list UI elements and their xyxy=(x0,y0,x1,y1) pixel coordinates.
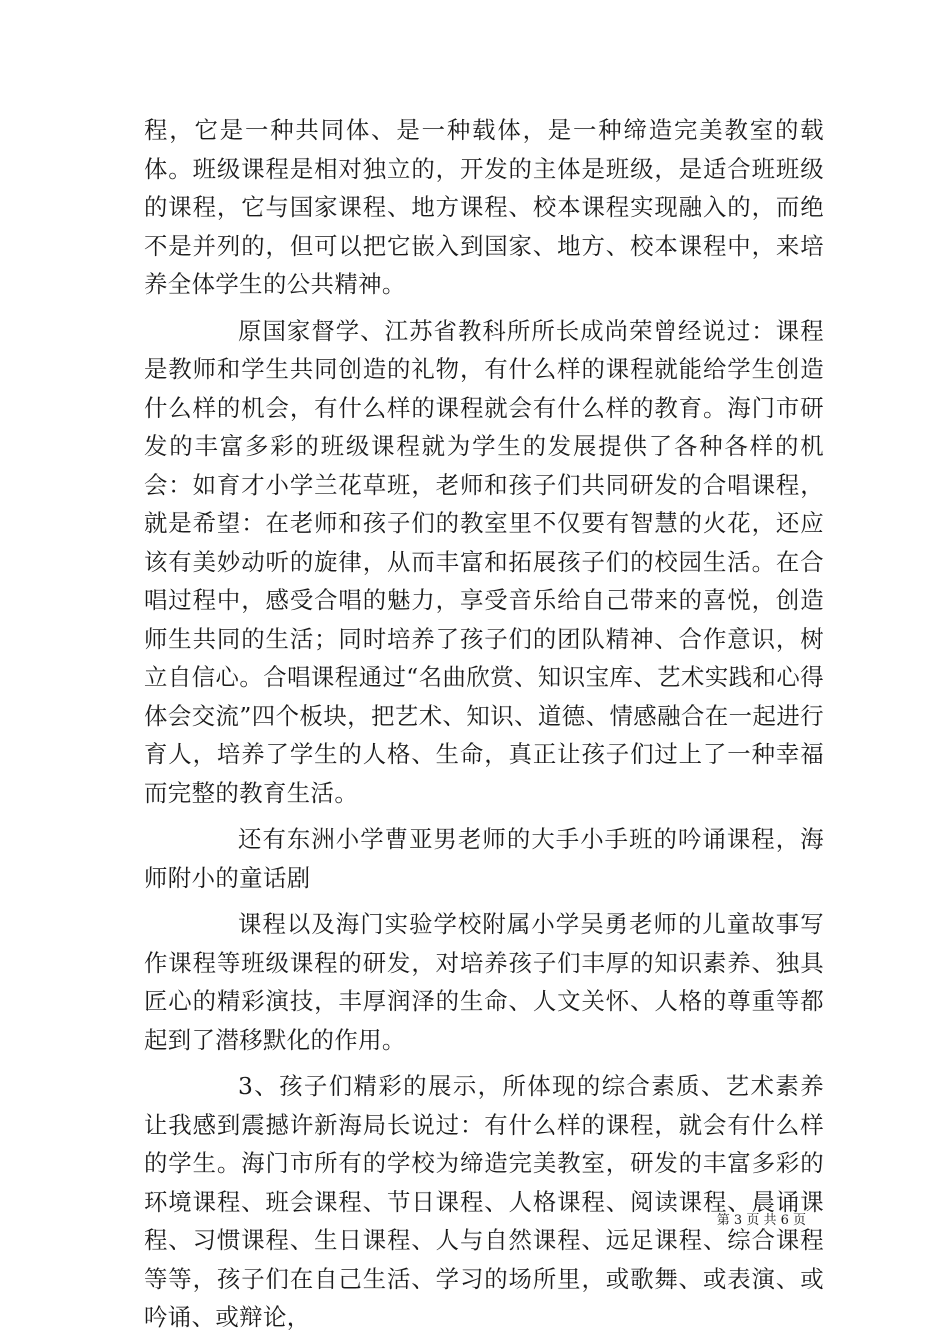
paragraph-5: 3、孩子们精彩的展示，所体现的综合素质、艺术素养让我感到震撼许新海局长说过：有什么样的课程，就会有什么样的学生。海门市所有的学校为缔造完美教室，研发的丰富多彩的环境课程、班会课程、节日课程、人格课程、阅读课程、晨诵课程、习惯课程、生日课程、人与自然课程、远足课程、综合课程等等，孩子们在自己生活、学习的场所里，或歌舞、或表演、或吟诵、或辩论， xyxy=(144,1072,824,1331)
paragraph-2: 原国家督学、江苏省教科所所长成尚荣曾经说过：课程是教师和学生共同创造的礼物，有什么样的课程就能给学生创造什么样的机会，有什么样的课程就会有什么样的教育。海门市研发的丰富多彩的班级课程就为学生的发展提供了各种各样的机会：如育才小学兰花草班，老师和孩子们共同研发的合唱课程，就是希望：在老师和孩子们的教室里不仅要有智慧的火花，还应该有美妙动听的旋律，从而丰富和拓展孩子们的校园生活。在合唱过程中，感受合唱的魅力，享受音乐给自己带来的喜悦，创造师生共同的生活；同时培养了孩子们的团队精神、合作意识，树立自信心。合唱课程通过“名曲欣赏、知识宝库、艺术实践和心得体会交流”四个板块，把艺术、知识、道德、情感融合在一起进行育人，培养了学生的人格、生命，真正让孩子们过上了一种幸福而完整的教育生活。 xyxy=(144,316,824,807)
document-body xyxy=(144,111,824,1337)
paragraph-3: 还有东洲小学曹亚男老师的大手小手班的吟诵课程，海师附小的童话剧 xyxy=(144,825,824,892)
paragraph-1: 程，它是一种共同体、是一种载体，是一种缔造完美教室的载体。班级课程是相对独立的，开发的主体是班级，是适合班班级的课程，它与国家课程、地方课程、校本课程实现融入的，而绝不是并列的，但可以把它嵌入到国家、地方、校本课程中，来培养全体学生的公共精神。 xyxy=(144,116,824,298)
page-number-footer: 第 3 页 共 6 页 xyxy=(716,1213,806,1228)
paragraph-4: 课程以及海门实验学校附属小学吴勇老师的儿童故事写作课程等班级课程的研发，对培养孩子们丰厚的知识素养、独具匠心的精彩演技，丰厚润泽的生命、人文关怀、人格的尊重等都起到了潜移默化的作用。 xyxy=(144,910,824,1054)
